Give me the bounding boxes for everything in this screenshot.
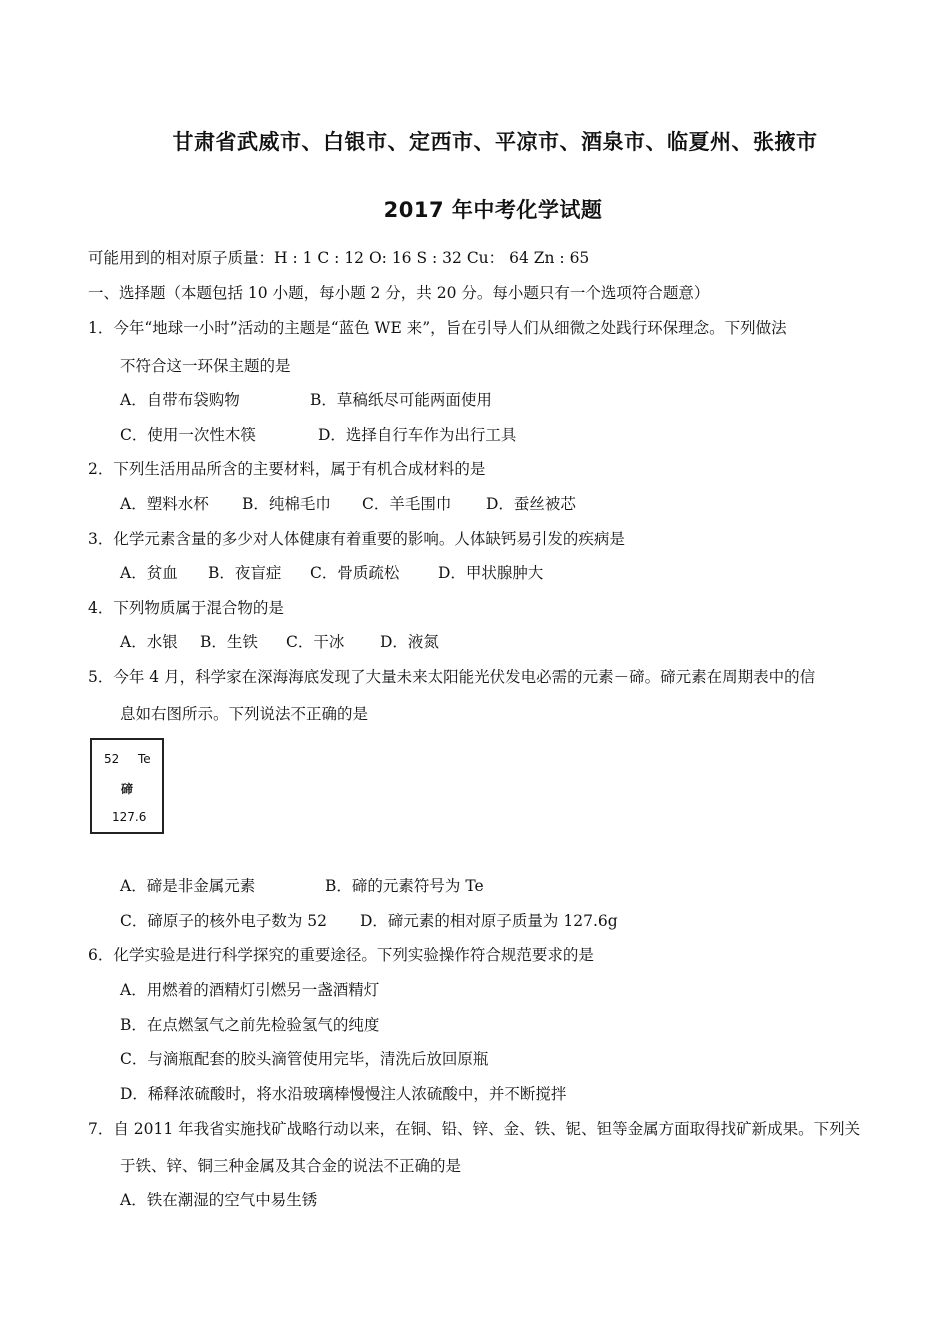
q2-option-c: C．羊毛围巾 (362, 495, 452, 513)
q7-stem-line2: 于铁、锌、铜三种金属及其合金的说法不正确的是 (120, 1157, 462, 1175)
q3-option-c: C．骨质疏松 (310, 564, 400, 582)
q2-option-b: B．纯棉毛巾 (242, 495, 331, 513)
q4-option-c: C．干冰 (286, 633, 345, 651)
q6-option-d: D．稀释浓硫酸时，将水沿玻璃棒慢慢注人浓硫酸中，并不断搅拌 (120, 1085, 567, 1103)
element-name: 碲 (120, 782, 133, 796)
q1-stem-line1: 1．今年“地球一小时”活动的主题是“蓝色 WE 来”，旨在引导人们从细微之处践行环保理念。下列做法 (88, 319, 787, 337)
q3-option-a: A．贫血 (120, 564, 178, 582)
q7-option-a: A．铁在潮湿的空气中易生锈 (120, 1191, 318, 1209)
section1-header: 一、选择题（本题包括 10 小题，每小题 2 分，共 20 分。每小题只有一个选项符合题意） (88, 284, 710, 302)
q4-stem: 4．下列物质属于混合物的是 (88, 599, 284, 617)
q2-stem: 2．下列生活用品所含的主要材料，属于有机合成材料的是 (88, 460, 486, 478)
q1-option-b: B．草稿纸尽可能两面使用 (310, 391, 492, 409)
q2-option-a: A．塑料水杯 (120, 495, 209, 513)
q5-stem-line2: 息如右图所示。下列说法不正确的是 (120, 705, 369, 723)
q1-option-d: D．选择自行车作为出行工具 (318, 426, 517, 444)
q6-option-c: C．与滴瓶配套的胶头滴管使用完毕，清洗后放回原瓶 (120, 1050, 489, 1068)
q2-options-row (120, 494, 576, 514)
q4-option-a: A．水银 (120, 633, 178, 651)
q5-options-row1 (120, 876, 484, 896)
q6-stem: 6．化学实验是进行科学探究的重要途径。下列实验操作符合规范要求的是 (88, 946, 594, 964)
q1-option-a: A．自带布袋购物 (120, 391, 240, 409)
q5-option-d: D．碲元素的相对原子质量为 127.6g (360, 912, 618, 930)
q4-option-d: D．液氮 (380, 633, 439, 651)
q1-stem-line2: 不符合这一环保主题的是 (120, 357, 291, 375)
q3-option-b: B．夜盲症 (208, 564, 282, 582)
q5-option-a: A．碲是非金属元素 (120, 877, 256, 895)
q4-option-b: B．生铁 (200, 633, 258, 651)
q5-option-b: B．碲的元素符号为 Te (325, 877, 484, 895)
q3-option-d: D．甲状腺肿大 (438, 564, 544, 582)
element-symbol: Te (138, 752, 151, 766)
q6-option-a: A．用燃着的酒精灯引燃另一盏酒精灯 (120, 981, 380, 999)
q4-options-row (120, 632, 439, 652)
q2-option-d: D．蚕丝被芯 (486, 495, 576, 513)
atomic-mass-line: 可能用到的相对原子质量：H : 1 C : 12 O: 16 S : 32 Cu： 64 Zn : 65 (88, 249, 590, 267)
q5-options-row2 (120, 911, 618, 931)
q1-options-row1 (120, 390, 492, 410)
q1-options-row2 (120, 425, 516, 445)
element-atomic-mass: 127.6 (112, 810, 147, 824)
q7-stem-line1: 7．自 2011 年我省实施找矿战略行动以来，在铜、铅、锌、金、铁、铌、钽等金属方面取得找矿新成果。下列关 (88, 1120, 861, 1138)
q5-stem-line1: 5．今年 4 月，科学家在深海海底发现了大量未来太阳能光伏发电必需的元素－碲。碲元素在周期表中的信 (88, 668, 816, 686)
q6-option-b: B．在点燃氢气之前先检验氢气的纯度 (120, 1016, 380, 1034)
q3-options-row (120, 563, 543, 583)
q3-stem: 3．化学元素含量的多少对人体健康有着重要的影响。人体缺钙易引发的疾病是 (88, 530, 625, 548)
q1-option-c: C．使用一次性木筷 (120, 426, 256, 444)
q5-option-c: C．碲原子的核外电子数为 52 (120, 912, 328, 930)
periodic-table-tile (90, 738, 164, 834)
element-atomic-number: 52 (104, 752, 120, 766)
exam-title-line1: 甘肃省武威市、白银市、定西市、平凉市、酒泉市、临夏州、张掖市 (172, 130, 818, 154)
exam-title-line2: 2017 年中考化学试题 (383, 198, 603, 222)
